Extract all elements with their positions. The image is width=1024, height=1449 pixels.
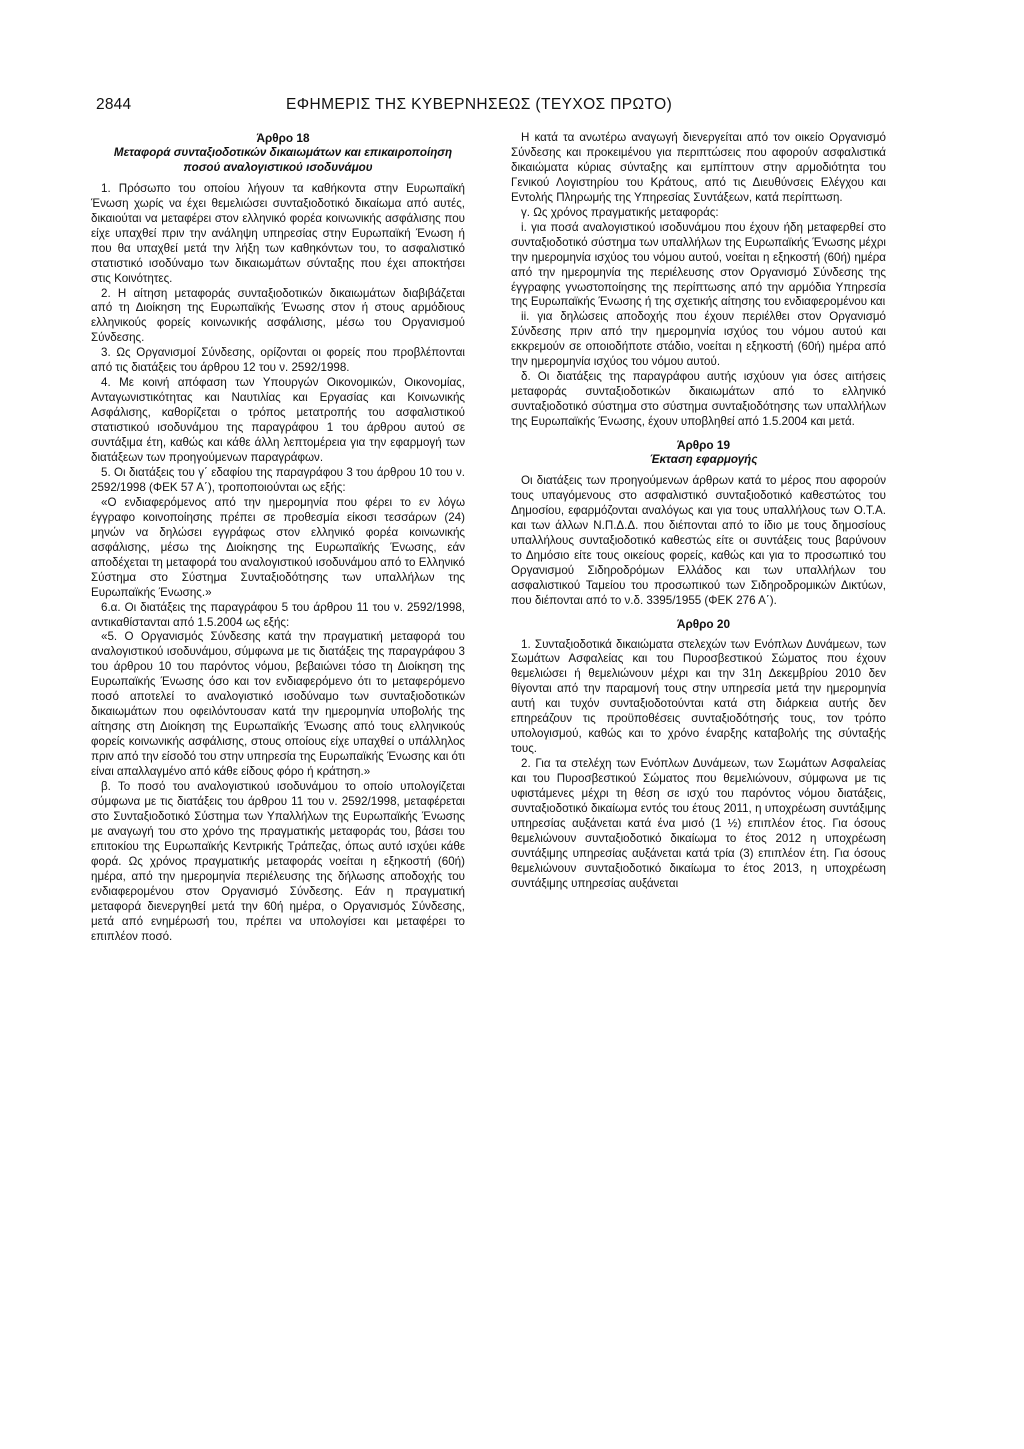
paragraph: i. για ποσά αναλογιστικού ισοδυνάμου που έχουν ήδη μεταφερθεί στο συνταξιοδοτικό σύστημα των υπαλλήλων της Ευρωπαϊκής Ένωσης μέχρι την ημερομηνία ισχύος του νόμου αυτού, νοείται η εξηκοστή (60ή) ημέρα από την ημερομηνία της περιέλευσης στον Οργανισμό Σύνδεσης της έγγραφης γνωστοποίησης της περίπτωσης από την αρμόδια Υπηρεσία της Ευρωπαϊκής Ένωσης ή της σχετικής αίτησης του ενδιαφερομένου και [511,220,886,309]
page-header [96,96,928,114]
paragraph: 3. Ως Οργανισμοί Σύνδεσης, ορίζονται οι φορείς που προβλέπονται από τις διατάξεις του άρθρου 12 του ν. 2592/1998. [91,346,465,375]
paragraph: 1. Συνταξιοδοτικά δικαιώματα στελεχών των Ενόπλων Δυνάμεων, των Σωμάτων Ασφαλείας και του Πυροσβεστικού Σώματος που έχουν θεμελιώσει ή θεμελιώνουν μέχρι και την 31η Δεκεμβρίου 2010 δεν θίγονται από την παραμονή τους στην υπηρεσία μετά την ημερομηνία αυτή και τυχόν συνταξιοδοτούνται κατά στη διάρκεια αυτής δεν επηρεάζουν τις προϋποθέσεις συνταξιοδότησής τους, τον τρόπο υπολογισμού, καθώς και το χρόνο έναρξης καταβολής της σύνταξής τους. [511,637,886,756]
paragraph: 5. Οι διατάξεις του γ΄ εδαφίου της παραγράφου 3 του άρθρου 10 του ν. 2592/1998 (ΦΕΚ 57 Α΄), τροποποιούνται ως εξής: [91,465,465,494]
page-number: 2844 [96,96,132,113]
paragraph: 2. Η αίτηση μεταφοράς συνταξιοδοτικών δικαιωμάτων διαβιβάζεται από τη Διοίκηση της Ευρωπαϊκής Ένωσης στον ή στους αρμόδιους ελληνικούς φορείς κοινωνικής ασφάλισης, μέσω του Οργανισμού Σύνδεσης. [91,286,465,345]
journal-title: ΕΦΗΜΕΡΙΣ ΤΗΣ ΚΥΒΕΡΝΗΣΕΩΣ (ΤΕΥΧΟΣ ΠΡΩΤΟ) [286,96,673,113]
paragraph: γ. Ως χρόνος πραγματικής μεταφοράς: [521,205,719,219]
paragraph: Οι διατάξεις των προηγούμενων άρθρων κατά το μέρος που αφορούν τους υπαγόμενους στο ασφαλιστικό συνταξιοδοτικό καθεστώτος του Δημοσίου, εφαρμόζονται αναλόγως και για τους υπαλλήλους των Ο.Τ.Α. και των άλλων Ν.Π.Δ.Δ. που διέπονται από το ίδιο με τους δημοσίους υπαλλήλους συνταξιοδοτικό καθεστώς είτε οι συντάξεις τους βαρύνουν το Δημόσιο είτε τους οικείους φορείς, καθώς και για το προσωπικό του Οργανισμού Σιδηροδρόμων Ελλάδος και των υπαλλήλων του ασφαλιστικού Ταμείου του προσωπικού των Σιδηροδρομικών Δικτύων, που διέπονται από το ν.δ. 3395/1955 (ΦΕΚ 276 Α΄). [511,473,886,607]
paragraph: 6.α. Οι διατάξεις της παραγράφου 5 του άρθρου 11 του ν. 2592/1998, αντικαθίστανται από 1.5.2004 ως εξής: [91,600,465,629]
paragraph: 4. Με κοινή απόφαση των Υπουργών Οικονομικών, Οικονομίας, Ανταγωνιστικότητας και Ναυτιλίας και Εργασίας και Κοινωνικής Ασφάλισης, καθορίζεται ο τρόπος μετατροπής του ασφαλιστικού στατιστικού ισοδυνάμου της παραγράφου 1 του άρθρου αυτού σε συντάξιμα έτη, καθώς και κάθε άλλη λεπτομέρεια για την εφαρμογή των διατάξεων των προηγούμενων παραγράφων. [91,376,465,465]
article-19-title: Έκταση εφαρμογής [649,453,758,467]
paragraph: β. Το ποσό του αναλογιστικού ισοδυνάμου το οποίο υπολογίζεται σύμφωνα με τις διατάξεις του άρθρου 11 του ν. 2592/1998, μεταφέρεται στο Συνταξιοδοτικό Σύστημα των Υπαλλήλων της Ευρωπαϊκής Ένωσης με αναγωγή του στο χρόνο της πραγματικής μεταφοράς του, βάσει του επιτοκίου της Ευρωπαϊκής Κεντρικής Τράπεζας, όπως αυτό ισχύει κάθε φορά. Ως χρόνος πραγματικής μεταφοράς νοείται η εξηκοστή (60ή) ημέρα, από την ημερομηνία περιέλευσης της δήλωσης αποδοχής του ενδιαφερομένου στον Οργανισμό Σύνδεσης. Εάν η πραγματική μεταφορά διενεργηθεί μετά την 60ή ημέρα, ο Οργανισμός Σύνδεσης, μετά από ενημέρωσή του, πρέπει να υπολογίσει και μεταφέρει το επιπλέον ποσό. [91,779,465,943]
article-18-heading: Άρθρο 18 [256,131,310,145]
left-column [91,131,465,944]
article-19-heading: Άρθρο 19 [676,438,731,453]
paragraph: «5. Ο Οργανισμός Σύνδεσης κατά την πραγματική μεταφορά του αναλογιστικού ισοδυνάμου, σύμφωνα με τις διατάξεις της παραγράφου 3 του άρθρου 10 του παρόντος νόμου, βεβαιώνει τόσο τη Διοίκηση της Ευρωπαϊκής Ένωσης όσο και τον ενδιαφερόμενο ότι το μεταφερόμενο ποσό αποτελεί το αναλογιστικό ισοδύναμο των συνταξιοδοτικών δικαιωμάτων που οφειλόντουσαν κατά την ημερομηνία υποβολής της αίτησης στη Διοίκηση της Ευρωπαϊκής Ένωσης από τους ελληνικούς φορείς κοινωνικής ασφάλισης, στους οποίους είχε υπαχθεί ο υπάλληλος πριν από την είσοδό του στην υπηρεσία της Ευρωπαϊκής Ένωσης και ότι είναι απαλλαγμένο από κάθε είδους φόρο ή κράτηση.» [91,630,465,779]
paragraph: «Ο ενδιαφερόμενος από την ημερομηνία που φέρει το εν λόγω έγγραφο κοινοποίησης πρέπει σε προθεσμία είκοσι τεσσάρων (24) μηνών να δηλώσει εγγράφως στον ελληνικό φορέα κοινωνικής ασφάλισης, μέσω της Διοίκησης της Ευρωπαϊκής Ένωσης, εάν αποδέχεται τη μεταφορά του αναλογιστικού ισοδυνάμου από το Ελληνικό Σύστημα στο Σύστημα Συνταξιοδότησης των υπαλλήλων της Ευρωπαϊκής Ένωσης.» [91,495,465,599]
paragraph: 2. Για τα στελέχη των Ενόπλων Δυνάμεων, των Σωμάτων Ασφαλείας και του Πυροσβεστικού Σώματος που θεμελιώνουν, σύμφωνα με τις υφιστάμενες μέχρι τη θέση σε ισχύ του παρόντος νόμου διατάξεις, συνταξιοδοτικό δικαίωμα εντός του έτους 2011, η υποχρέωση συντάξιμης υπηρεσίας αυξάνεται κατά ένα μισό (1 ½) επιπλέον έτος. Για όσους θεμελιώνουν συνταξιοδοτικό δικαίωμα το έτος 2012 η υποχρέωση συντάξιμης υπηρεσίας αυξάνεται κατά τρία (3) επιπλέον έτη. Για όσους θεμελιώνουν συνταξιοδοτικό δικαίωμα το έτος 2013, η υποχρέωση συντάξιμης υπηρεσίας αυξάνεται [511,757,886,890]
article-18-title: Μεταφορά συνταξιοδοτικών δικαιωμάτων και επικαιροποίηση ποσού αναλογιστικού ισοδυνάμου [113,145,453,174]
paragraph: ii. για δηλώσεις αποδοχής που έχουν περιέλθει στον Οργανισμό Σύνδεσης πριν από την ημερομηνία ισχύος του νόμου αυτού και εκκρεμούν σε οποιοδήποτε στάδιο, νοείται η εξηκοστή (60ή) ημέρα από την ημερομηνία ισχύος του νόμου αυτού. [511,310,886,369]
paragraph: 1. Πρόσωπο του οποίου λήγουν τα καθήκοντα στην Ευρωπαϊκή Ένωση χωρίς να έχει θεμελιώσει συνταξιοδοτικό δικαίωμα από αυτές, δικαιούται να μεταφέρει στον ελληνικό φορέα κοινωνικής ασφάλισης που είχε υπαχθεί πριν την ανάληψη υπηρεσίας στην Ευρωπαϊκή Ένωση ή που θα υπαχθεί μετά την λήξη των καθηκόντων του, το ασφαλιστικό στατιστικό ισοδύναμο των δικαιωμάτων σύνταξης που έχει αποκτήσει στις Κοινότητες. [91,181,465,285]
paragraph: Η κατά τα ανωτέρω αναγωγή διενεργείται από τον οικείο Οργανισμό Σύνδεσης και προκειμένου για περιπτώσεις που αφορούν ασφαλιστικά δικαιώματα κύριας σύνταξης και εμπίπτουν στην αρμοδιότητα του Γενικού Λογιστηρίου του Κράτους, από τις Διευθύνσεις Ελέγχου και Εντολής Πληρωμής της Υπηρεσίας Συντάξεων, κατά περίπτωση. [511,131,886,204]
right-column [511,131,886,892]
paragraph: δ. Οι διατάξεις της παραγράφου αυτής ισχύουν για όσες αιτήσεις μεταφοράς συνταξιοδοτικών δικαιωμάτων από το ελληνικό συνταξιοδοτικό σύστημα στο σύστημα συνταξιοδότησης των υπαλλήλων της Ευρωπαϊκής Ένωσης, έχουν υποβληθεί από 1.5.2004 και μετά. [511,370,886,429]
article-20-heading: Άρθρο 20 [676,616,731,631]
